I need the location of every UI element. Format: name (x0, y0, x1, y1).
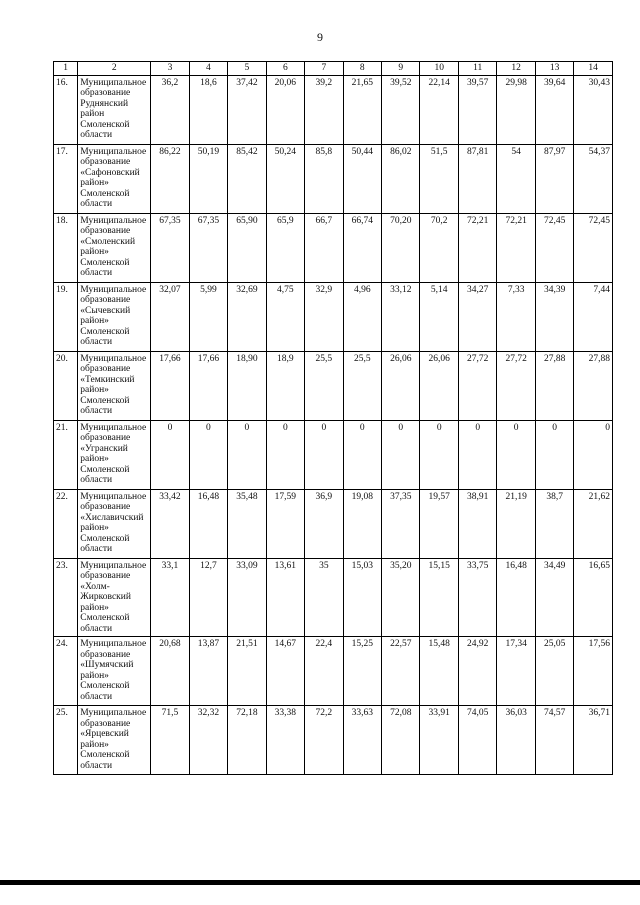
value-cell: 33,75 (458, 558, 496, 637)
value-cell: 54,37 (574, 144, 613, 213)
value-cell: 35,20 (382, 558, 420, 637)
table-row (54, 144, 613, 213)
value-cell: 12,7 (189, 558, 227, 637)
row-number: 19. (54, 282, 78, 351)
row-number: 21. (54, 420, 78, 489)
value-cell: 32,69 (228, 282, 266, 351)
value-cell: 50,19 (189, 144, 227, 213)
value-cell: 25,05 (535, 637, 573, 706)
value-cell: 86,02 (382, 144, 420, 213)
value-cell: 87,97 (535, 144, 573, 213)
column-header: 2 (78, 62, 151, 76)
header-row (54, 62, 613, 76)
value-cell: 26,06 (420, 351, 458, 420)
municipality-name: Муниципальное образование «Темкинский район» Смоленской области (78, 351, 151, 420)
value-cell: 36,71 (574, 706, 613, 775)
value-cell: 13,87 (189, 637, 227, 706)
column-header: 10 (420, 62, 458, 76)
row-number: 20. (54, 351, 78, 420)
value-cell: 22,14 (420, 75, 458, 144)
value-cell: 37,42 (228, 75, 266, 144)
value-cell: 4,75 (266, 282, 304, 351)
value-cell: 0 (574, 420, 613, 489)
value-cell: 29,98 (497, 75, 535, 144)
municipality-name: Муниципальное образование «Холм-Жирковский район» Смоленской области (78, 558, 151, 637)
value-cell: 18,90 (228, 351, 266, 420)
value-cell: 54 (497, 144, 535, 213)
value-cell: 25,5 (343, 351, 381, 420)
value-cell: 27,72 (497, 351, 535, 420)
value-cell: 34,27 (458, 282, 496, 351)
municipality-name: Муниципальное образование «Угранский район» Смоленской области (78, 420, 151, 489)
value-cell: 72,18 (228, 706, 266, 775)
value-cell: 34,39 (535, 282, 573, 351)
value-cell: 22,57 (382, 637, 420, 706)
column-header: 3 (151, 62, 189, 76)
value-cell: 65,90 (228, 213, 266, 282)
value-cell: 30,43 (574, 75, 613, 144)
value-cell: 25,5 (305, 351, 343, 420)
value-cell: 0 (228, 420, 266, 489)
value-cell: 39,64 (535, 75, 573, 144)
value-cell: 20,68 (151, 637, 189, 706)
table-row (54, 489, 613, 558)
value-cell: 19,57 (420, 489, 458, 558)
value-cell: 32,07 (151, 282, 189, 351)
table-row (54, 282, 613, 351)
value-cell: 15,48 (420, 637, 458, 706)
value-cell: 17,66 (151, 351, 189, 420)
value-cell: 72,45 (535, 213, 573, 282)
value-cell: 86,22 (151, 144, 189, 213)
value-cell: 0 (343, 420, 381, 489)
value-cell: 24,92 (458, 637, 496, 706)
value-cell: 39,57 (458, 75, 496, 144)
value-cell: 71,5 (151, 706, 189, 775)
value-cell: 74,05 (458, 706, 496, 775)
value-cell: 33,1 (151, 558, 189, 637)
value-cell: 21,51 (228, 637, 266, 706)
value-cell: 39,52 (382, 75, 420, 144)
municipality-name: Муниципальное образование «Сычевский район» Смоленской области (78, 282, 151, 351)
value-cell: 13,61 (266, 558, 304, 637)
value-cell: 15,25 (343, 637, 381, 706)
value-cell: 65,9 (266, 213, 304, 282)
column-header: 8 (343, 62, 381, 76)
table-row (54, 706, 613, 775)
table-body (54, 75, 613, 775)
value-cell: 0 (266, 420, 304, 489)
column-header: 12 (497, 62, 535, 76)
value-cell: 72,21 (497, 213, 535, 282)
value-cell: 7,33 (497, 282, 535, 351)
value-cell: 66,7 (305, 213, 343, 282)
value-cell: 74,57 (535, 706, 573, 775)
value-cell: 85,42 (228, 144, 266, 213)
value-cell: 72,08 (382, 706, 420, 775)
value-cell: 36,2 (151, 75, 189, 144)
value-cell: 16,65 (574, 558, 613, 637)
value-cell: 17,59 (266, 489, 304, 558)
value-cell: 22,4 (305, 637, 343, 706)
column-header: 4 (189, 62, 227, 76)
value-cell: 0 (535, 420, 573, 489)
row-number: 16. (54, 75, 78, 144)
value-cell: 35,48 (228, 489, 266, 558)
row-number: 25. (54, 706, 78, 775)
column-header: 6 (266, 62, 304, 76)
value-cell: 33,42 (151, 489, 189, 558)
table-row (54, 351, 613, 420)
value-cell: 32,9 (305, 282, 343, 351)
value-cell: 0 (497, 420, 535, 489)
row-number: 22. (54, 489, 78, 558)
table-row (54, 637, 613, 706)
value-cell: 50,24 (266, 144, 304, 213)
value-cell: 33,91 (420, 706, 458, 775)
table-row (54, 213, 613, 282)
data-table (53, 61, 613, 775)
row-number: 18. (54, 213, 78, 282)
value-cell: 5,99 (189, 282, 227, 351)
value-cell: 36,03 (497, 706, 535, 775)
value-cell: 4,96 (343, 282, 381, 351)
value-cell: 70,20 (382, 213, 420, 282)
row-number: 23. (54, 558, 78, 637)
value-cell: 87,81 (458, 144, 496, 213)
value-cell: 21,19 (497, 489, 535, 558)
value-cell: 0 (151, 420, 189, 489)
value-cell: 33,12 (382, 282, 420, 351)
column-header: 5 (228, 62, 266, 76)
value-cell: 21,62 (574, 489, 613, 558)
value-cell: 0 (382, 420, 420, 489)
value-cell: 72,2 (305, 706, 343, 775)
value-cell: 72,45 (574, 213, 613, 282)
value-cell: 27,88 (535, 351, 573, 420)
value-cell: 38,7 (535, 489, 573, 558)
value-cell: 17,56 (574, 637, 613, 706)
value-cell: 0 (420, 420, 458, 489)
row-number: 17. (54, 144, 78, 213)
municipality-name: Муниципальное образование «Хиславичский район» Смоленской области (78, 489, 151, 558)
bottom-rule (0, 880, 640, 885)
value-cell: 14,67 (266, 637, 304, 706)
value-cell: 38,91 (458, 489, 496, 558)
value-cell: 20,06 (266, 75, 304, 144)
value-cell: 51,5 (420, 144, 458, 213)
value-cell: 0 (305, 420, 343, 489)
table-row (54, 558, 613, 637)
row-number: 24. (54, 637, 78, 706)
municipality-name: Муниципальное образование «Шумячский район» Смоленской области (78, 637, 151, 706)
column-header: 7 (305, 62, 343, 76)
value-cell: 33,63 (343, 706, 381, 775)
value-cell: 26,06 (382, 351, 420, 420)
value-cell: 0 (189, 420, 227, 489)
municipality-name: Муниципальное образование «Смоленский район» Смоленской области (78, 213, 151, 282)
value-cell: 67,35 (151, 213, 189, 282)
column-header: 14 (574, 62, 613, 76)
value-cell: 16,48 (497, 558, 535, 637)
value-cell: 70,2 (420, 213, 458, 282)
value-cell: 33,09 (228, 558, 266, 637)
value-cell: 17,66 (189, 351, 227, 420)
value-cell: 17,34 (497, 637, 535, 706)
value-cell: 21,65 (343, 75, 381, 144)
value-cell: 35 (305, 558, 343, 637)
table-row (54, 420, 613, 489)
value-cell: 66,74 (343, 213, 381, 282)
value-cell: 34,49 (535, 558, 573, 637)
column-header: 9 (382, 62, 420, 76)
municipality-name: Муниципальное образование «Ярцевский район» Смоленской области (78, 706, 151, 775)
value-cell: 15,15 (420, 558, 458, 637)
value-cell: 15,03 (343, 558, 381, 637)
value-cell: 27,88 (574, 351, 613, 420)
value-cell: 85,8 (305, 144, 343, 213)
value-cell: 36,9 (305, 489, 343, 558)
municipality-name: Муниципальное образование «Сафоновский район» Смоленской области (78, 144, 151, 213)
value-cell: 32,32 (189, 706, 227, 775)
value-cell: 18,9 (266, 351, 304, 420)
value-cell: 72,21 (458, 213, 496, 282)
value-cell: 33,38 (266, 706, 304, 775)
value-cell: 37,35 (382, 489, 420, 558)
value-cell: 7,44 (574, 282, 613, 351)
column-header: 13 (535, 62, 573, 76)
municipality-name: Муниципальное образование Руднянский район Смоленской области (78, 75, 151, 144)
column-header: 1 (54, 62, 78, 76)
value-cell: 67,35 (189, 213, 227, 282)
table-row (54, 75, 613, 144)
table-header (54, 62, 613, 76)
value-cell: 19,08 (343, 489, 381, 558)
value-cell: 5,14 (420, 282, 458, 351)
value-cell: 18,6 (189, 75, 227, 144)
value-cell: 50,44 (343, 144, 381, 213)
column-header: 11 (458, 62, 496, 76)
value-cell: 39,2 (305, 75, 343, 144)
value-cell: 16,48 (189, 489, 227, 558)
value-cell: 0 (458, 420, 496, 489)
value-cell: 27,72 (458, 351, 496, 420)
page-number: 9 (317, 30, 323, 44)
